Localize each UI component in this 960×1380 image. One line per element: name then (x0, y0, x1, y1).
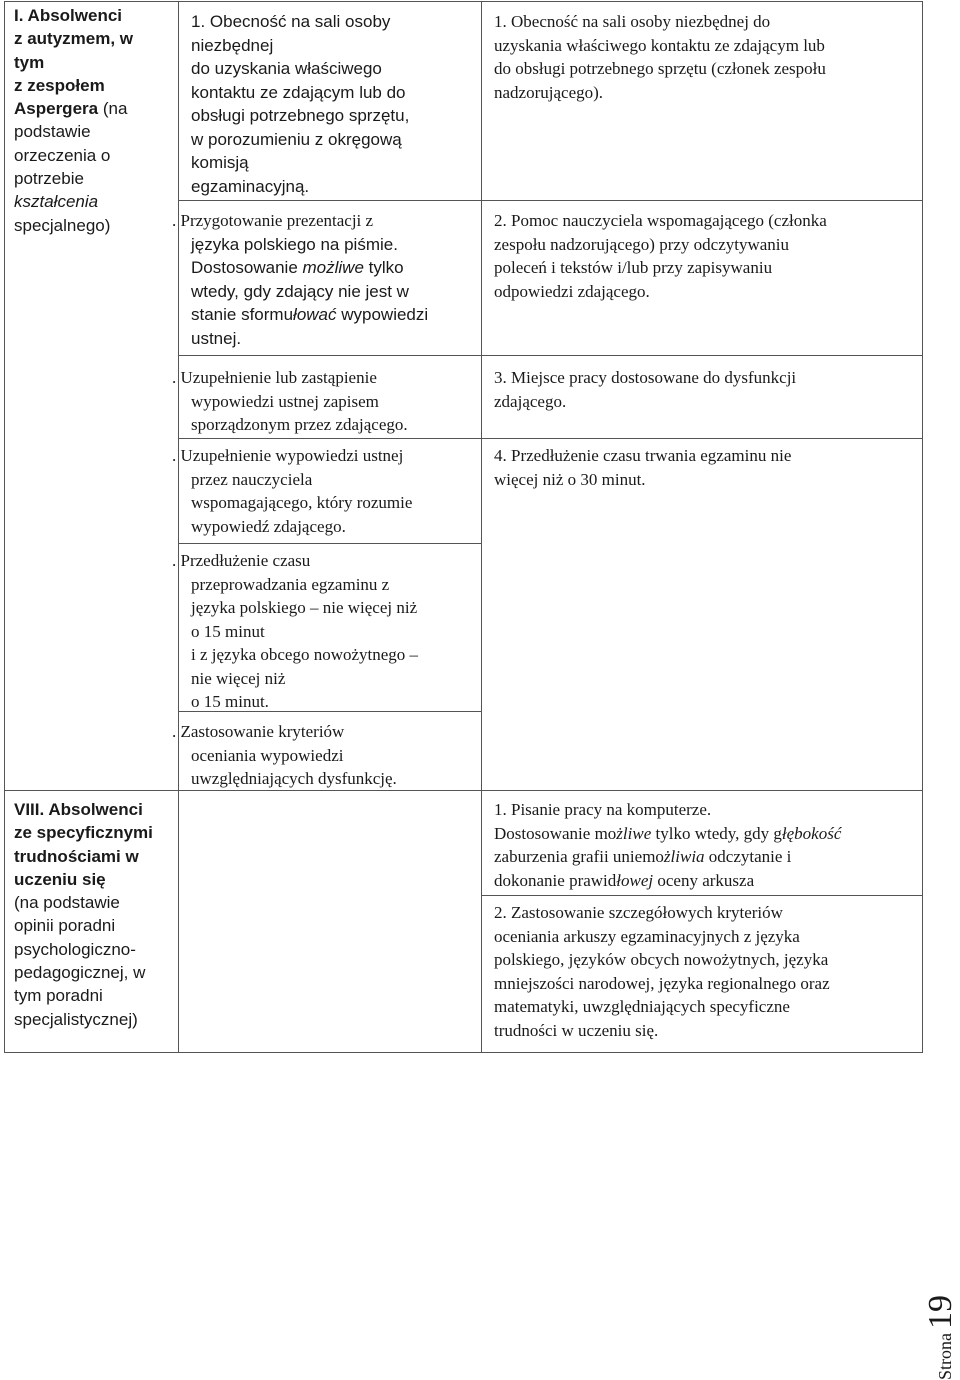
category-basis-line: tym poradni (14, 986, 103, 1006)
category-title-line: Aspergera (na (14, 99, 128, 119)
text-line: polskiego, języków obcych nowożytnych, języka (494, 950, 829, 969)
col3-item-1 (494, 10, 914, 104)
text-line: ustnej. (191, 328, 242, 348)
text-line: sporządzonym przez zdającego. (191, 415, 408, 434)
text-line: egzaminacyjną. (191, 176, 310, 196)
col2-item-1 (191, 10, 473, 198)
text-line: odpowiedzi zdającego. (494, 281, 650, 301)
text-line: poleceń i tekstów i/lub przy zapisywaniu (494, 258, 773, 277)
text-line: niezbędnej (191, 35, 274, 55)
text-line: o 15 minut (191, 621, 265, 641)
text-line: . Uzupełnienie wypowiedzi ustnej (172, 446, 404, 465)
category-basis-line: specjalnego) (14, 215, 111, 235)
text-line: więcej niż o 30 minut. (494, 469, 646, 489)
col3-item-3 (494, 366, 914, 413)
text-line: przeprowadzania egzaminu z (191, 574, 390, 594)
text-line: . Przygotowanie prezentacji z (172, 211, 374, 230)
row-separator-7 (481, 895, 923, 896)
page-footer (922, 1230, 959, 1380)
category-basis-line: podstawie (14, 122, 91, 142)
table-border-top (4, 1, 923, 2)
text-line: nie więcej niż (191, 668, 286, 688)
category-title-line: I. Absolwenci (14, 6, 123, 25)
text-line: Dostosowanie możliwe tylko wtedy, gdy głębokość (494, 823, 842, 843)
text-line: komisją (191, 153, 249, 172)
text-line: zaburzenia grafii uniemożliwia odczytanie i (494, 847, 792, 866)
text-line: wypowiedzi ustnej zapisem (191, 391, 379, 411)
text-line: 1. Pisanie pracy na komputerze. (494, 800, 712, 819)
category-autism (14, 4, 174, 237)
text-line: uwzględniających dysfunkcję. (191, 769, 397, 788)
text-line: oceniania wypowiedzi (191, 745, 344, 765)
text-line: wspomagającego, który rozumie (191, 493, 413, 512)
category-basis-line: pedagogicznej, w (14, 963, 146, 983)
category-basis-line: potrzebie (14, 169, 84, 189)
text-line: obsługi potrzebnego sprzętu, (191, 106, 410, 125)
category-basis-line: orzeczenia o (14, 145, 111, 165)
col3-item-2 (494, 209, 914, 303)
text-line: trudności w uczeniu się. (494, 1020, 659, 1040)
col2-item-4 (172, 444, 477, 538)
row-separator-1 (178, 200, 923, 201)
text-line: przez nauczyciela (191, 469, 313, 489)
col2-item-5 (172, 549, 477, 714)
table-border-left (4, 1, 5, 1053)
text-line: o 15 minut. (191, 692, 269, 711)
col2-item-3 (172, 366, 477, 437)
category-title-line: tym (14, 52, 45, 72)
text-line: 2. Zastosowanie szczegółowych kryteriów (494, 903, 783, 922)
category-title-line: trudnościami w (14, 846, 139, 866)
text-line: . Uzupełnienie lub zastąpienie (172, 368, 377, 387)
text-line: nadzorującego). (494, 82, 604, 102)
text-line: do uzyskania właściwego (191, 59, 382, 78)
text-line: zespołu nadzorującego) przy odczytywaniu (494, 234, 790, 254)
text-line: dokonanie prawidłowej oceny arkusza (494, 870, 755, 890)
text-line: i z języka obcego nowożytnego – (191, 645, 419, 664)
category-basis-line: (na podstawie (14, 893, 120, 913)
page-number: 19 (922, 1295, 959, 1329)
col3-item-5 (494, 798, 914, 892)
text-line: wypowiedź zdającego. (191, 516, 346, 536)
col2-item-6 (172, 720, 477, 791)
category-title-line: VIII. Absolwenci (14, 800, 143, 819)
category-basis-line: specjalistycznej) (14, 1009, 138, 1029)
category-basis-line: opinii poradni (14, 916, 116, 936)
text-line: zdającego. (494, 391, 567, 411)
category-title-line: z zespołem (14, 75, 105, 95)
text-line: języka polskiego – nie więcej niż (191, 598, 418, 617)
text-line: stanie sformułować wypowiedzi (191, 305, 429, 324)
category-basis-line: kształcenia (14, 192, 99, 212)
text-line: Dostosowanie możliwe tylko (191, 258, 404, 277)
text-line: 1. Obecność na sali osoby (191, 12, 391, 31)
text-line: języka polskiego na piśmie. (191, 234, 398, 254)
text-line: wtedy, gdy zdający nie jest w (191, 281, 409, 301)
category-title-line: uczeniu się (14, 869, 106, 889)
text-line: . Zastosowanie kryteriów (172, 722, 345, 741)
text-line: do obsługi potrzebnego sprzętu (członek zespołu (494, 59, 826, 78)
text-line: 3. Miejsce pracy dostosowane do dysfunkcji (494, 368, 797, 387)
text-line: uzyskania właściwego kontaktu ze zdającym lub (494, 35, 825, 55)
text-line: kontaktu ze zdającym lub do (191, 82, 406, 102)
col3-item-6 (494, 901, 914, 1042)
text-line: 2. Pomoc nauczyciela wspomagającego (członka (494, 211, 827, 230)
row-separator-3 (178, 438, 923, 439)
text-line: mniejszości narodowej, języka regionalnego oraz (494, 973, 830, 993)
col2-item-2 (172, 209, 472, 350)
category-title-line: z autyzmem, w (14, 29, 134, 49)
category-title-line: ze specyficznymi (14, 823, 153, 843)
text-line: 1. Obecność na sali osoby niezbędnej do (494, 12, 771, 31)
category-learning-difficulties (14, 798, 174, 1031)
text-line: 4. Przedłużenie czasu trwania egzaminu nie (494, 446, 792, 465)
col3-item-4 (494, 444, 914, 491)
table-border-bottom (4, 1052, 923, 1053)
text-line: w porozumieniu z okręgową (191, 129, 402, 149)
text-line: . Przedłużenie czasu (172, 551, 311, 570)
text-line: matematyki, uwzględniających specyficzne (494, 997, 790, 1016)
category-basis-line: psychologiczno- (14, 939, 136, 959)
row-separator-2 (178, 355, 923, 356)
text-line: oceniania arkuszy egzaminacyjnych z języka (494, 926, 800, 946)
row-separator-4 (178, 543, 481, 544)
page-label: Strona (935, 1333, 955, 1380)
